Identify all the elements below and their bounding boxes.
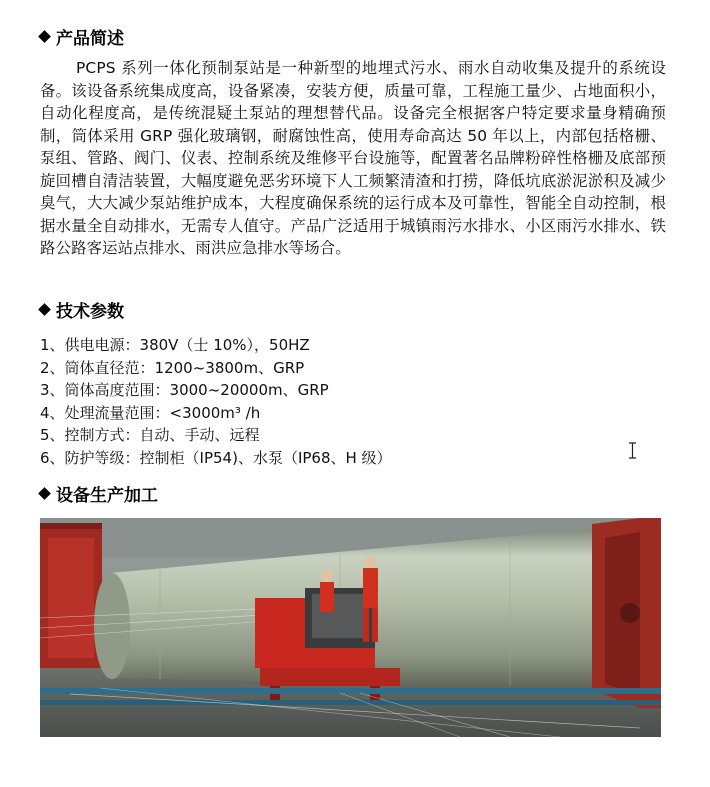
spec-item: 1、供电电源：380V（士 10%），50HZ xyxy=(40,336,310,354)
diamond-icon xyxy=(38,303,51,316)
spec-item: 2、筒体直径范：1200~3800m、GRP xyxy=(40,358,305,377)
spec-item: 3、筒体高度范围：3000~20000m、GRP xyxy=(40,381,329,400)
production-photo xyxy=(40,518,661,737)
section-heading-specs xyxy=(38,297,124,321)
text-cursor-icon xyxy=(628,442,637,459)
spec-item: 5、控制方式：自动、手动、远程 xyxy=(40,426,260,445)
diamond-icon xyxy=(38,487,51,500)
intro-paragraph: PCPS 系列一体化预制泵站是一种新型的地埋式污水、雨水自动收集及提升的系统设备。该设备系统集成度高，设备紧凑，安装方便，质量可靠，工程施工量少、占地面积小，自动化程度高，是传统混疑土泵站的理想替代品。设备完全根据客户特定要求量身精确预制，筒体采用 GRP 强化玻璃钢，耐腐蚀性高，使用寿命高达 50 年以上，内部包括格栅、泵组、管路、阀门、仪表、控制系统及维修平台设施等，配置著名品牌粉碎性格栅及底部预旋回槽自清洁装置，大幅度避免恶劣环境下人工频繁清渣和打捞，降低坑底淤泥淤积及减少臭气，大大减少泵站维护成本，大程度确保系统的运行成本及可靠性，智能全自动控制，根据水量全自动排水，无需专人值守。产品广泛适用于城镇雨污水排水、小区雨污水排水、铁路公路客运站点排水、雨洪应急排水等场合。 xyxy=(40,59,666,257)
diamond-icon xyxy=(38,30,51,43)
section-title-specs: 技术参数 xyxy=(56,301,124,322)
spec-item: 6、防护等级：控制柜（IP54)、水泵（IP68、H 级） xyxy=(40,448,392,467)
spec-item: 4、处理流量范围：<3000m³ /h xyxy=(40,403,261,422)
spec-list xyxy=(40,334,392,470)
section-title-intro: 产品简述 xyxy=(56,28,124,49)
section-title-production: 设备生产加工 xyxy=(56,485,158,506)
section-heading-intro xyxy=(38,24,124,48)
section-heading-production xyxy=(38,481,158,505)
